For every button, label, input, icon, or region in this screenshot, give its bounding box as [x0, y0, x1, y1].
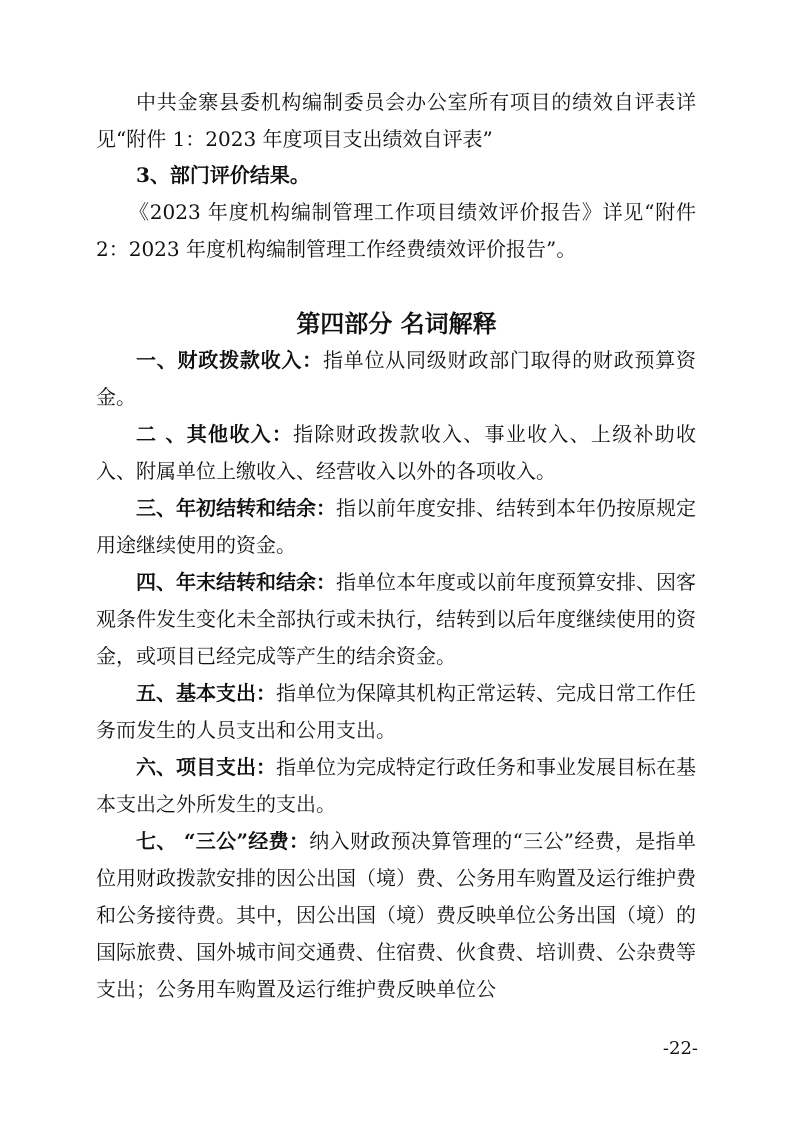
term-text: 指除财政拨款收入、事业收入、上级补助收入、附属单位上缴收入、经营收入以外的各项收入。: [96, 422, 697, 483]
term-label: 六、项目支出：: [136, 755, 276, 779]
term-item-5: [96, 675, 696, 749]
term-label: 一、财政拨款收入：: [136, 348, 323, 372]
page-number: -22-: [662, 1038, 698, 1059]
section3-body: [96, 194, 696, 268]
term-label: 七、 “三公”经费：: [136, 829, 310, 853]
term-label: 三、年初结转和结余：: [136, 496, 336, 520]
term-item-2: [96, 416, 696, 490]
term-text: 指单位本年度或以前年度预算安排、因客观条件发生变化未全部执行或未执行，结转到以后年度继续使用的资金，或项目已经完成等产生的结余资金。: [96, 570, 696, 668]
term-item-7: [96, 823, 696, 1008]
term-item-4: [96, 564, 696, 675]
term-item-6: [96, 749, 696, 823]
term-text: 指单位从同级财政部门取得的财政预算资金。: [96, 348, 697, 409]
term-text: 指单位为保障其机构正常运转、完成日常工作任务而发生的人员支出和公用支出。: [96, 681, 696, 742]
term-text: 纳入财政预决算管理的“三公”经费，是指单位用财政拨款安排的因公出国（境）费、公务用车购置及运行维护费和公务接待费。其中，因公出国（境）费反映单位公务出国（境）的国际旅费、国外城市间交通费、住宿费、伙食费、培训费、公杂费等支出；公务用车购置及运行维护费反映单位公: [96, 829, 696, 1001]
term-item-3: [96, 490, 696, 564]
term-label: 五、基本支出：: [136, 681, 276, 705]
term-text: 指以前年度安排、结转到本年仍按原规定用途继续使用的资金。: [96, 496, 696, 557]
section3-body-text: 《2023 年度机构编制管理工作项目绩效评价报告》详见“附件 2：2023 年度机构编制管理工作经费绩效评价报告”。: [96, 200, 696, 261]
part4-title: 第四部分 名词解释: [296, 309, 497, 338]
intro-paragraph: [96, 84, 696, 158]
section3-heading: [96, 157, 696, 194]
term-text: 指单位为完成特定行政任务和事业发展目标在基本支出之外所发生的支出。: [96, 755, 696, 816]
intro-text: 中共金寨县委机构编制委员会办公室所有项目的绩效自评表详见“附件 1：2023 年度项目支出绩效自评表”: [96, 90, 696, 151]
section3-heading-text: 3、部门评价结果。: [136, 163, 310, 187]
term-label: 二 、其他收入：: [136, 422, 294, 446]
term-item-1: [96, 342, 696, 416]
term-label: 四、年末结转和结余：: [136, 570, 336, 594]
